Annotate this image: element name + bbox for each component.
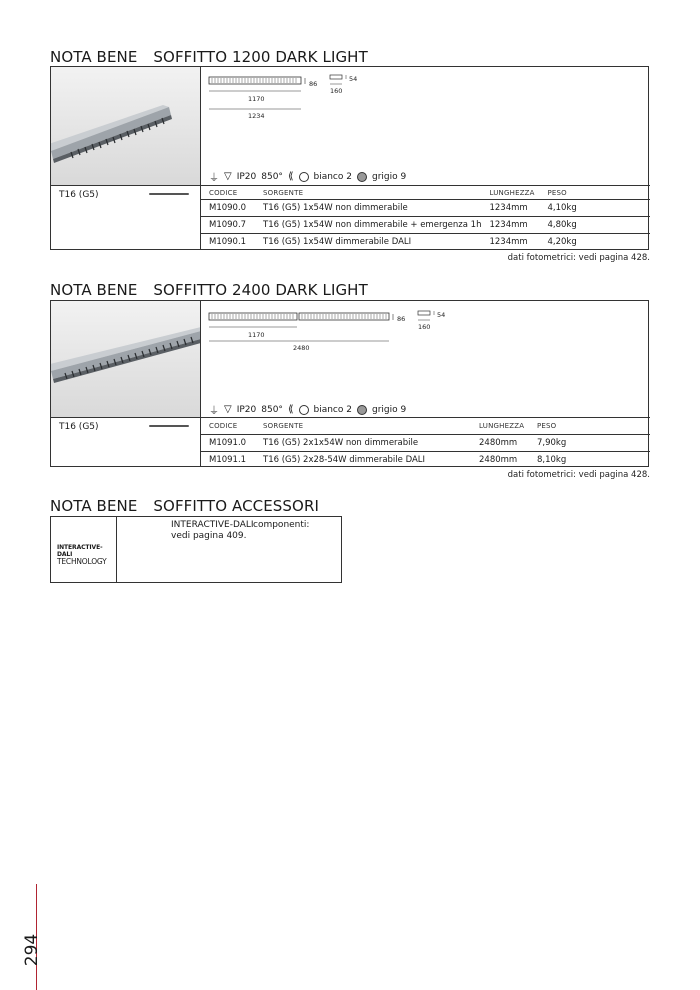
page-number: 294 xyxy=(22,933,42,967)
code: M1090.0 xyxy=(201,200,255,217)
product-box-1200 xyxy=(50,66,649,250)
header-source: SORGENTE xyxy=(263,422,304,430)
table-row xyxy=(201,452,650,469)
dimension-drawing-icon xyxy=(201,301,650,361)
table-header xyxy=(201,186,650,200)
header-length: LUNGHEZZA xyxy=(479,422,525,430)
lamp-type: T16 (G5) xyxy=(59,422,99,432)
source: T16 (G5) 1x54W dimmerabile DALI xyxy=(255,234,481,251)
weight: 7,90kg xyxy=(529,435,650,452)
photometric-note: dati fotometrici: vedi pagina 428. xyxy=(507,470,650,480)
length: 1234mm xyxy=(481,217,539,234)
section-title-1 xyxy=(50,48,368,66)
product-photo xyxy=(51,301,201,417)
weight: 4,20kg xyxy=(539,234,650,251)
f-mark-icon: ▽ xyxy=(224,404,232,415)
spec-table xyxy=(201,185,650,250)
header-weight: PESO xyxy=(547,188,567,197)
table-row xyxy=(201,234,650,251)
code: M1091.1 xyxy=(201,452,255,469)
weight: 4,10kg xyxy=(539,200,650,217)
accessory-name: INTERACTIVE-DALI xyxy=(171,520,254,530)
accessories-box xyxy=(50,516,342,583)
attributes-row xyxy=(209,169,406,184)
emc-icon: ⟪ xyxy=(287,404,294,415)
finish-grey: grigio 9 xyxy=(371,404,407,415)
interactive-dali-logo: INTERACTIVE-DALI TECHNOLOGY xyxy=(57,544,107,566)
dim-profile-height: 54 xyxy=(349,75,358,83)
brand-label: NOTA BENE xyxy=(50,48,138,66)
lamp-cell xyxy=(51,185,201,249)
dimension-drawing-icon xyxy=(201,67,650,127)
header-code: CODICE xyxy=(209,422,238,430)
source: T16 (G5) 1x54W non dimmerabile xyxy=(255,200,481,217)
accessory-logo-cell xyxy=(51,517,117,582)
photometric-note: dati fotometrici: vedi pagina 428. xyxy=(507,253,650,263)
ground-icon: ⏚ xyxy=(209,406,219,417)
length: 1234mm xyxy=(481,234,539,251)
length: 1234mm xyxy=(481,200,539,217)
dim-profile-height: 54 xyxy=(437,311,446,319)
dim-profile-width: 160 xyxy=(418,323,431,331)
dim-total-length: 2480 xyxy=(293,344,310,352)
lamp-type: T16 (G5) xyxy=(59,190,99,200)
finish-white: bianco 2 xyxy=(313,404,352,415)
source: T16 (G5) 1x54W non dimmerabile + emergenza 1h xyxy=(255,217,481,234)
ip-rating: IP20 xyxy=(236,404,257,415)
dim-inner-length: 1170 xyxy=(248,331,265,339)
dim-inner-length: 1170 xyxy=(248,95,265,103)
weight: 8,10kg xyxy=(529,452,650,469)
white-finish-swatch-icon xyxy=(299,172,309,182)
f-mark-icon: ▽ xyxy=(224,171,232,182)
section-title-2 xyxy=(50,281,368,299)
table-row xyxy=(201,435,650,452)
luminaire-photo-icon xyxy=(51,67,201,185)
grey-finish-swatch-icon xyxy=(357,172,367,182)
dim-height: 86 xyxy=(397,315,406,323)
glow-wire: 850° xyxy=(261,171,283,182)
table-header xyxy=(201,418,650,435)
brand-label: NOTA BENE xyxy=(50,281,138,299)
code: M1090.7 xyxy=(201,217,255,234)
accessory-reference: vedi pagina 409. xyxy=(171,531,247,541)
length: 2480mm xyxy=(471,452,529,469)
white-finish-swatch-icon xyxy=(299,405,309,415)
ip-rating: IP20 xyxy=(236,171,257,182)
emc-icon: ⟪ xyxy=(287,171,294,182)
code: M1091.0 xyxy=(201,435,255,452)
spec-table xyxy=(201,417,650,468)
dim-profile-width: 160 xyxy=(330,87,343,95)
weight: 4,80kg xyxy=(539,217,650,234)
technical-drawing xyxy=(201,67,648,185)
dim-total-length: 1234 xyxy=(248,112,265,120)
header-source: SORGENTE xyxy=(263,188,304,197)
glow-wire: 850° xyxy=(261,404,283,415)
code: M1090.1 xyxy=(201,234,255,251)
attributes-row xyxy=(209,402,406,417)
dim-height: 86 xyxy=(309,80,318,88)
brand-label: NOTA BENE xyxy=(50,497,138,515)
section-title-accessories xyxy=(50,497,319,515)
header-weight: PESO xyxy=(537,422,557,430)
finish-grey: grigio 9 xyxy=(371,171,407,182)
ground-icon: ⏚ xyxy=(209,173,219,184)
product-title: SOFFITTO 2400 DARK LIGHT xyxy=(153,281,368,299)
tube-icon xyxy=(149,193,189,195)
technical-drawing xyxy=(201,301,648,417)
product-photo xyxy=(51,67,201,185)
tube-icon xyxy=(149,425,189,427)
header-length: LUNGHEZZA xyxy=(489,188,535,197)
source: T16 (G5) 2x1x54W non dimmerabile xyxy=(255,435,471,452)
length: 2480mm xyxy=(471,435,529,452)
luminaire-photo-icon xyxy=(51,301,201,417)
source: T16 (G5) 2x28-54W dimmerabile DALI xyxy=(255,452,471,469)
product-box-2400 xyxy=(50,300,649,467)
table-row xyxy=(201,200,650,217)
accessories-title: SOFFITTO ACCESSORI xyxy=(153,497,319,515)
header-code: CODICE xyxy=(209,188,238,197)
grey-finish-swatch-icon xyxy=(357,405,367,415)
finish-white: bianco 2 xyxy=(313,171,352,182)
product-title: SOFFITTO 1200 DARK LIGHT xyxy=(153,48,368,66)
lamp-cell xyxy=(51,417,201,466)
accessory-label: componenti: xyxy=(253,520,310,530)
table-row xyxy=(201,217,650,234)
